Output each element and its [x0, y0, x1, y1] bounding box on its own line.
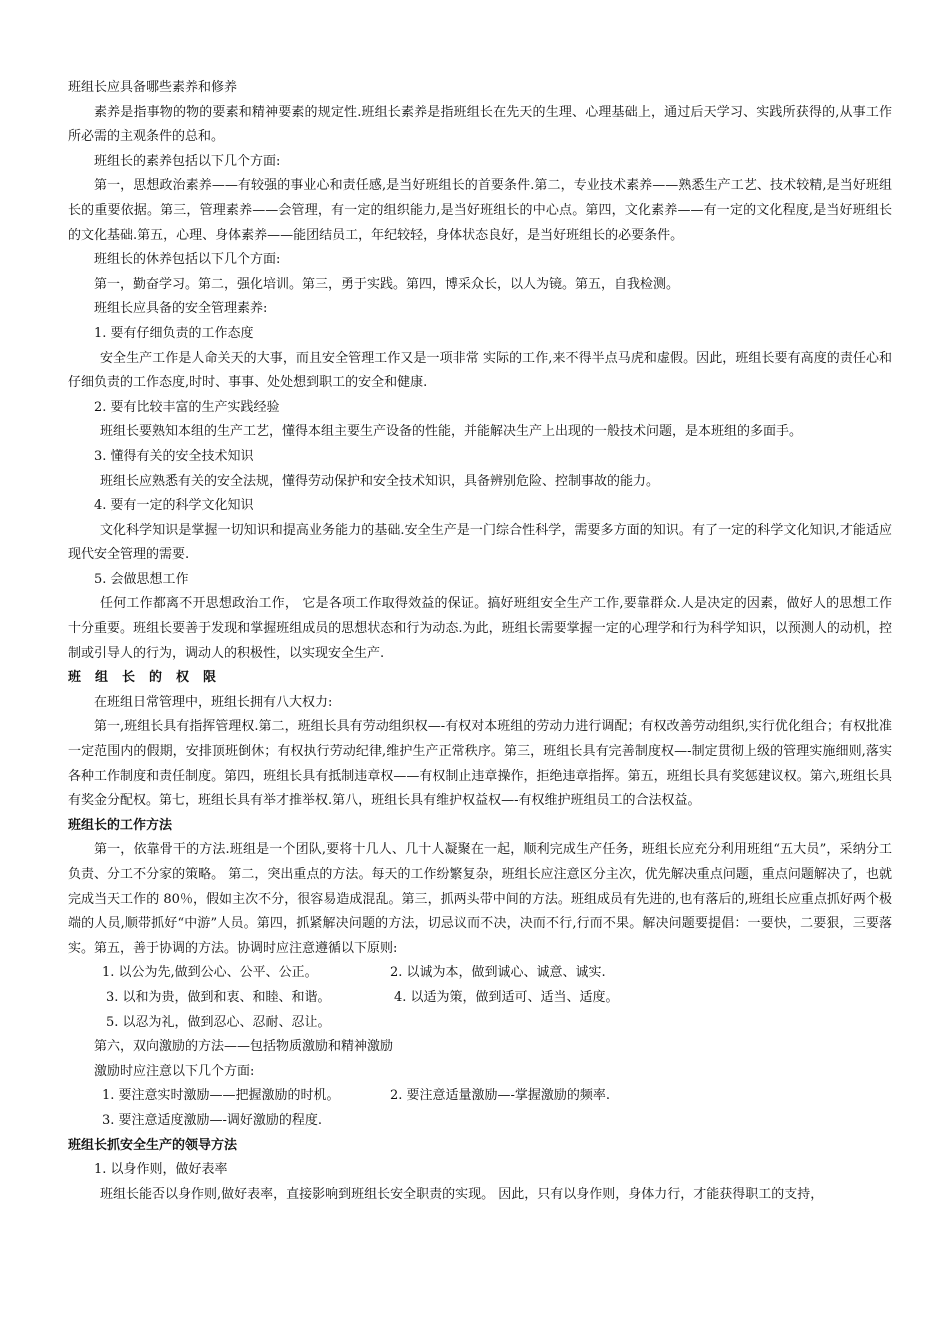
motivation-item: 3. 要注意适度激励—-调好激励的程度. [102, 1112, 323, 1128]
section-title: 1. 以身作则，做好表率 [94, 1162, 228, 1178]
paragraph: 文化科学知识是掌握一切知识和提高业务能力的基础.安全生产是一门综合性科学，需要多方面的知识。有了一定的科学文化知识,才能适应现代安全管理的需要. [68, 522, 892, 563]
paragraph: 班组长应具备的安全管理素养: [94, 301, 268, 317]
paragraph: 班组长应熟悉有关的安全法规，懂得劳动保护和安全技术知识，具备辨别危险、控制事故的能力。 [100, 473, 660, 489]
section-title: 5. 会做思想工作 [94, 571, 189, 587]
motivation-item: 2. 要注意适量激励—-掌握激励的频率. [390, 1088, 611, 1104]
paragraph: 班组长要熟知本组的生产工艺，懂得本组主要生产设备的性能，并能解决生产上出现的一般技术问题，是本班组的多面手。 [100, 424, 803, 440]
paragraph: 在班组日常管理中，班组长拥有八大权力: [94, 694, 333, 710]
section-heading: 班组长的权限 [68, 670, 231, 686]
paragraph: 第一，勤奋学习。第二，强化培训。第三，勇于实践。第四，博采众长，以人为镜。第五，自我检测。 [94, 276, 680, 292]
section-title: 3. 懂得有关的安全技术知识 [94, 448, 254, 464]
principle-item: 4. 以适为策，做到适可、适当、适度。 [394, 989, 619, 1005]
principle-row [68, 986, 892, 1011]
paragraph: 任何工作都离不开思想政治工作， 它是各项工作取得效益的保证。搞好班组安全生产工作,要靠群众.人是决定的因素，做好人的思想工作十分重要。班组长要善于发现和掌握班组成员的思想状态和行为动态.为此，班组长需要掌握一定的心理学和行为科学知识，以预测人的动机，控制或引导人的行为，调动人的积极性，以实现安全生产. [68, 596, 892, 661]
motivation-row [68, 1084, 892, 1109]
section-title: 4. 要有一定的科学文化知识 [94, 498, 254, 514]
paragraph: 班组长的休养包括以下几个方面: [94, 252, 281, 268]
section-title: 1. 要有仔细负责的工作态度 [94, 325, 254, 341]
paragraph: 班组长能否以身作则,做好表率，直接影响到班组长安全职责的实现。 因此，只有以身作则，身体力行，才能获得职工的支持， [100, 1186, 824, 1202]
principle-item: 1. 以公为先,做到公心、公平、公正。 [102, 965, 318, 981]
principle-item: 3. 以和为贵，做到和衷、和睦、和谐。 [106, 989, 331, 1005]
paragraph: 第六，双向激励的方法——包括物质激励和精神激励 [94, 1039, 394, 1055]
paragraph: 素养是指事物的物的要素和精神要素的规定性.班组长素养是指班组长在先天的生理、心理基础上，通过后天学习、实践所获得的,从事工作所必需的主观条件的总和。 [68, 104, 892, 145]
paragraph: 第一，思想政治素养——有较强的事业心和责任感,是当好班组长的首要条件.第二，专业技术素养——熟悉生产工艺、技术较精,是当好班组长的重要依据。第三，管理素养——会管理，有一定的组织能力,是当好班组长的中心点。第四，文化素养——有一定的文化程度,是当好班组长的文化基础.第五，心理、身体素养——能团结员工，年纪较轻，身体状态良好，是当好班组长的必要条件。 [68, 178, 892, 243]
paragraph: 第一，依靠骨干的方法.班组是一个团队,要将十几人、几十人凝聚在一起，顺利完成生产任务，班组长应充分利用班组“五大员”，采纳分工负责、分工不分家的策略。 第二，突出重点的方法。每天的工作纷繁复杂，班组长应注意区分主次，优先解决重点问题，重点问题解决了，也就完成当天工作的 80％，假如主次不分，很容易造成混乱。第三，抓两头带中间的方法。班组成员有先进的,也有落后的,班组长应重点抓好两个极端的人员,顺带抓好“中游”人员。第四，抓紧解决问题的方法，切忌议而不决，决而不行,行而不果。解决问题要提倡：一要快，二要狠，三要落实。第五，善于协调的方法。协调时应注意遵循以下原则: [68, 842, 892, 956]
paragraph: 班组长的素养包括以下几个方面: [94, 153, 281, 169]
paragraph: 激励时应注意以下几个方面: [94, 1063, 255, 1079]
section-heading: 班组长抓安全生产的领导方法 [68, 1137, 238, 1153]
doc-title: 班组长应具备哪些素养和修养 [68, 80, 238, 95]
principle-item: 5. 以忍为礼，做到忍心、忍耐、忍让。 [106, 1014, 331, 1030]
principle-item: 2. 以诚为本，做到诚心、诚意、诚实. [390, 965, 606, 981]
section-heading: 班组长的工作方法 [68, 817, 173, 833]
motivation-item: 1. 要注意实时激励——把握激励的时机。 [102, 1088, 340, 1104]
paragraph: 安全生产工作是人命关天的大事，而且安全管理工作又是一项非常 实际的工作,来不得半点马虎和虚假。因此，班组长要有高度的责任心和仔细负责的工作态度,时时、事事、处处想到职工的安全和健康. [68, 350, 892, 391]
paragraph: 第一,班组长具有指挥管理权.第二，班组长具有劳动组织权—-有权对本班组的劳动力进行调配；有权改善劳动组织,实行优化组合；有权批准一定范围内的假期，安排顶班倒休；有权执行劳动纪律,维护生产正常秩序。第三，班组长具有完善制度权—-制定贯彻上级的管理实施细则,落实各种工作制度和责任制度。第四，班组长具有抵制违章权——有权制止违章操作，拒绝违章指挥。第五，班组长具有奖惩建议权。第六,班组长具有奖金分配权。第七，班组长具有举才推举权.第八，班组长具有维护权益权—-有权维护班组员工的合法权益。 [68, 719, 892, 809]
section-title: 2. 要有比较丰富的生产实践经验 [94, 399, 280, 415]
principle-row [68, 961, 892, 986]
